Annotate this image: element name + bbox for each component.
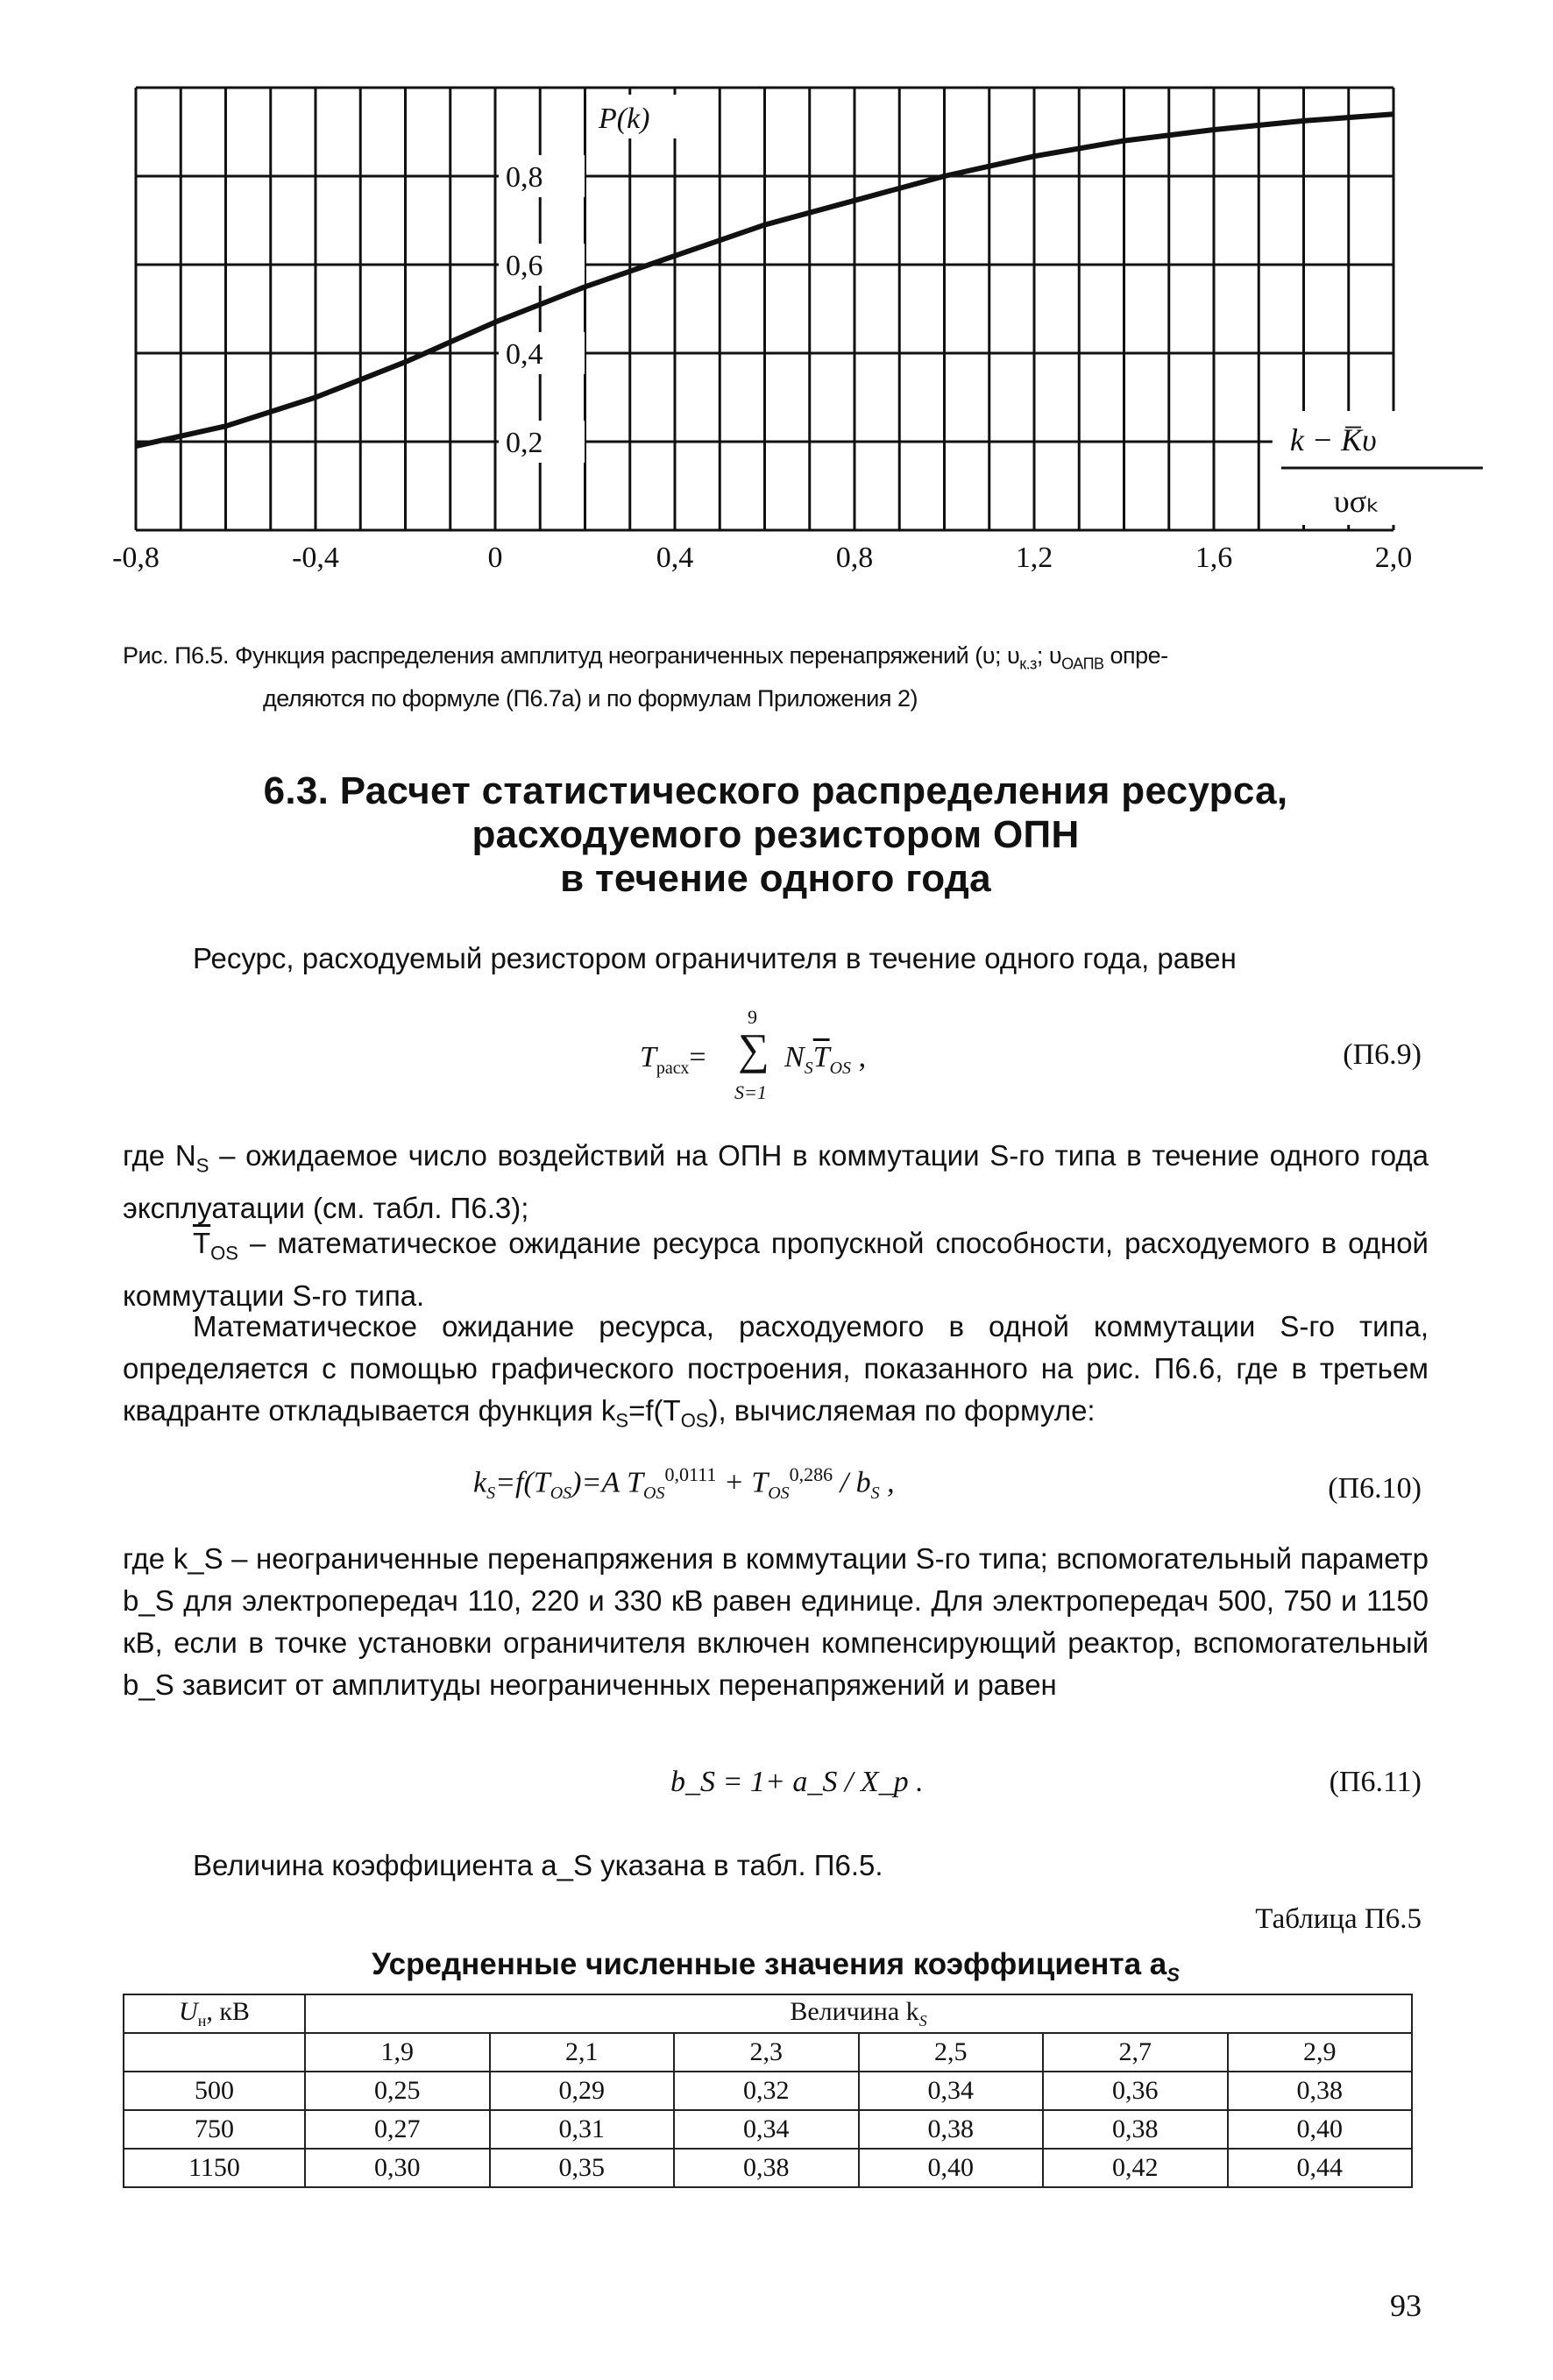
para2-sub: S	[615, 1409, 629, 1432]
para2-tail: ), вычисляемая по формуле:	[708, 1394, 1096, 1427]
eq2-exp2: 0,286	[789, 1463, 833, 1485]
heading-line-3: в течение одного года	[560, 857, 991, 900]
eq1-sum-top: 9	[748, 1006, 757, 1028]
coefficient-table	[123, 1994, 1413, 2188]
eq1-number: (П6.9)	[1343, 1038, 1422, 1071]
table-ks-row	[124, 2033, 1412, 2072]
group-header-sub: S	[918, 2012, 927, 2029]
para2-end: =f(T	[628, 1394, 681, 1427]
y-tick-label: 0,8	[506, 161, 543, 194]
table-cell-ks: 2,3	[674, 2033, 859, 2072]
def1-a: где N	[123, 1139, 196, 1172]
table-cell: 0,32	[674, 2072, 859, 2110]
table-cell: 0,40	[859, 2149, 1044, 2187]
table-cell: 0,29	[490, 2072, 675, 2110]
col-header-un	[124, 1994, 305, 2033]
y-tick-label: 0,2	[506, 427, 543, 459]
eq1-left-sub: расх	[656, 1058, 690, 1078]
table-cell: 0,38	[859, 2110, 1044, 2149]
table-row	[124, 2149, 1412, 2187]
equation-p6-9: $T_{расх}=$ 9 ∑ S=1 $N_S\overline{T}_{OS}$ ,	[640, 1006, 867, 1103]
figure-caption-mid: ; υ	[1036, 642, 1062, 669]
def2-sub: OS	[210, 1242, 238, 1264]
table-label: Таблица П6.5	[1255, 1903, 1422, 1935]
table-title-sub: S	[1167, 1964, 1180, 1986]
eq1-body2: $\overline{T}$	[812, 1041, 830, 1073]
group-header-ks	[305, 1994, 1412, 2033]
def2-a: $\overline{T}$	[193, 1227, 211, 1259]
table-cell-u: 500	[124, 2072, 305, 2110]
eq2-exp1: 0,0111	[664, 1463, 717, 1485]
eq2-number: (П6.10)	[1328, 1472, 1422, 1505]
eq3-number: (П6.11)	[1329, 1766, 1422, 1798]
x-tick-label: -0,8	[112, 542, 160, 574]
table-cell-u: 750	[124, 2110, 305, 2149]
table-cell: 0,25	[305, 2072, 490, 2110]
figure-caption-sub1: к.з	[1019, 655, 1037, 673]
table-cell: 0,36	[1043, 2072, 1228, 2110]
y-axis-label: P(k)	[599, 103, 650, 135]
col-header-unit: , кВ	[206, 1997, 250, 2026]
table-row	[124, 2110, 1412, 2149]
figure-caption-text: Рис. П6.5. Функция распределения амплитуд неограниченных перенапряжений (υ; υ	[123, 642, 1020, 669]
heading-line-1: 6.3. Расчет статистического распределения ресурса,	[263, 769, 1288, 812]
x-axis-label-numerator: k − K̅υ	[1289, 422, 1377, 457]
table-cell: 0,27	[305, 2110, 490, 2149]
eq1-body-sub: S	[804, 1058, 813, 1078]
table-cell: 0,38	[1043, 2110, 1228, 2149]
section-heading	[123, 769, 1429, 901]
table-cell-ks: 2,7	[1043, 2033, 1228, 2072]
col-header-u: U	[179, 1997, 198, 2026]
table-header-row	[124, 1994, 1412, 2033]
para2-text: Математическое ожидание ресурса, расходуемого в одной коммутации S-го типа, определяется с помощью графического построения, показанного на рис. П6.6, где в третьем квадранте откладывается функция k	[123, 1310, 1429, 1427]
x-tick-label: 0	[487, 542, 503, 574]
table-cell: 0,30	[305, 2149, 490, 2187]
x-tick-label: 1,2	[1015, 542, 1053, 574]
eq1-body2-sub: OS	[829, 1058, 852, 1078]
table-cell-ks: 1,9	[305, 2033, 490, 2072]
paragraph-3: где k_S – неограниченные перенапряжения в коммутации S-го типа; вспомогательный параметр b_S для электропередач 110, 220 и 330 кВ равен единице. Для электропередач 500, 750 и 1150 кВ, если в точке установки ограничителя включен компенсирующий реактор, вспомогательный b_S зависит от амплитуды неограниченных перенапряжений и равен	[123, 1542, 1429, 1701]
figure-caption-line2: деляются по формуле (П6.7а) и по формулам Приложения 2)	[263, 685, 918, 712]
x-axis-label-denominator: υσₖ	[1333, 484, 1380, 519]
figure-caption-end: опре-	[1103, 642, 1168, 669]
table-cell: 0,38	[674, 2149, 859, 2187]
table-cell: 0,34	[859, 2072, 1044, 2110]
distribution-chart	[112, 74, 1437, 574]
paragraph-2	[123, 1306, 1429, 1442]
sigma-symbol: ∑	[738, 1024, 769, 1073]
x-tick-label: -0,4	[292, 542, 339, 574]
x-tick-label: 1,6	[1195, 542, 1233, 574]
table-cell: 0,31	[490, 2110, 675, 2149]
table-cell: 0,34	[674, 2110, 859, 2149]
table-cell-ks: 2,5	[859, 2033, 1044, 2072]
paragraph-4: Величина коэффициента a_S указана в табл. П6.5.	[193, 1849, 883, 1881]
table-cell-u: 1150	[124, 2149, 305, 2187]
table-title	[123, 1947, 1429, 1987]
table-title-text: Усредненные численные значения коэффициента a	[372, 1947, 1167, 1981]
group-header-text: Величина k	[790, 1997, 919, 2026]
equation-p6-10: $k_S=f(T_{OS})=A$ $T_{OS}^{0,0111} + T_{OS}^{0,286} / b_S$ ,	[473, 1463, 895, 1504]
page-number: 93	[1390, 2288, 1422, 2323]
table-cell: 0,40	[1228, 2110, 1413, 2149]
def1-sub: S	[195, 1154, 209, 1177]
y-tick-label: 0,6	[506, 250, 543, 282]
eq1-sum-bottom: S=1	[734, 1081, 767, 1103]
x-tick-label: 0,8	[835, 542, 874, 574]
definition-tos	[123, 1222, 1429, 1317]
x-tick-label: 2,0	[1374, 542, 1413, 574]
table-cell-ks: 2,1	[490, 2033, 675, 2072]
heading-line-2: расходуемого резистором ОПН	[472, 813, 1080, 856]
figure-caption	[123, 638, 1429, 716]
table-cell-empty	[124, 2033, 305, 2072]
def1-b: – ожидаемое число воздействий на ОПН в коммутации S-го типа в течение одного года эксплуатации (см. табл. П6.3);	[123, 1139, 1429, 1224]
table-row	[124, 2072, 1412, 2110]
table-cell: 0,44	[1228, 2149, 1413, 2187]
x-tick-label: 0,4	[656, 542, 694, 574]
table-cell: 0,42	[1043, 2149, 1228, 2187]
eq1-body: N	[784, 1041, 805, 1073]
table-cell: 0,35	[490, 2149, 675, 2187]
table-cell: 0,38	[1228, 2072, 1413, 2110]
equation-p6-11: b_S = 1+ a_S / X_р .	[670, 1766, 924, 1798]
figure-caption-sub2: ОАПВ	[1061, 655, 1104, 673]
paragraph-1: Ресурс, расходуемый резистором ограничителя в течение одного года, равен	[193, 942, 1237, 974]
table-cell-ks: 2,9	[1228, 2033, 1413, 2072]
y-tick-label: 0,4	[506, 338, 543, 371]
def2-b: – математическое ожидание ресурса пропускной способности, расходуемого в одной коммутации S-го типа.	[123, 1227, 1429, 1312]
para2-sub2: OS	[680, 1409, 709, 1432]
definition-ns	[123, 1135, 1429, 1229]
eq1-left: T	[640, 1041, 656, 1073]
col-header-sub: н	[197, 2012, 207, 2029]
